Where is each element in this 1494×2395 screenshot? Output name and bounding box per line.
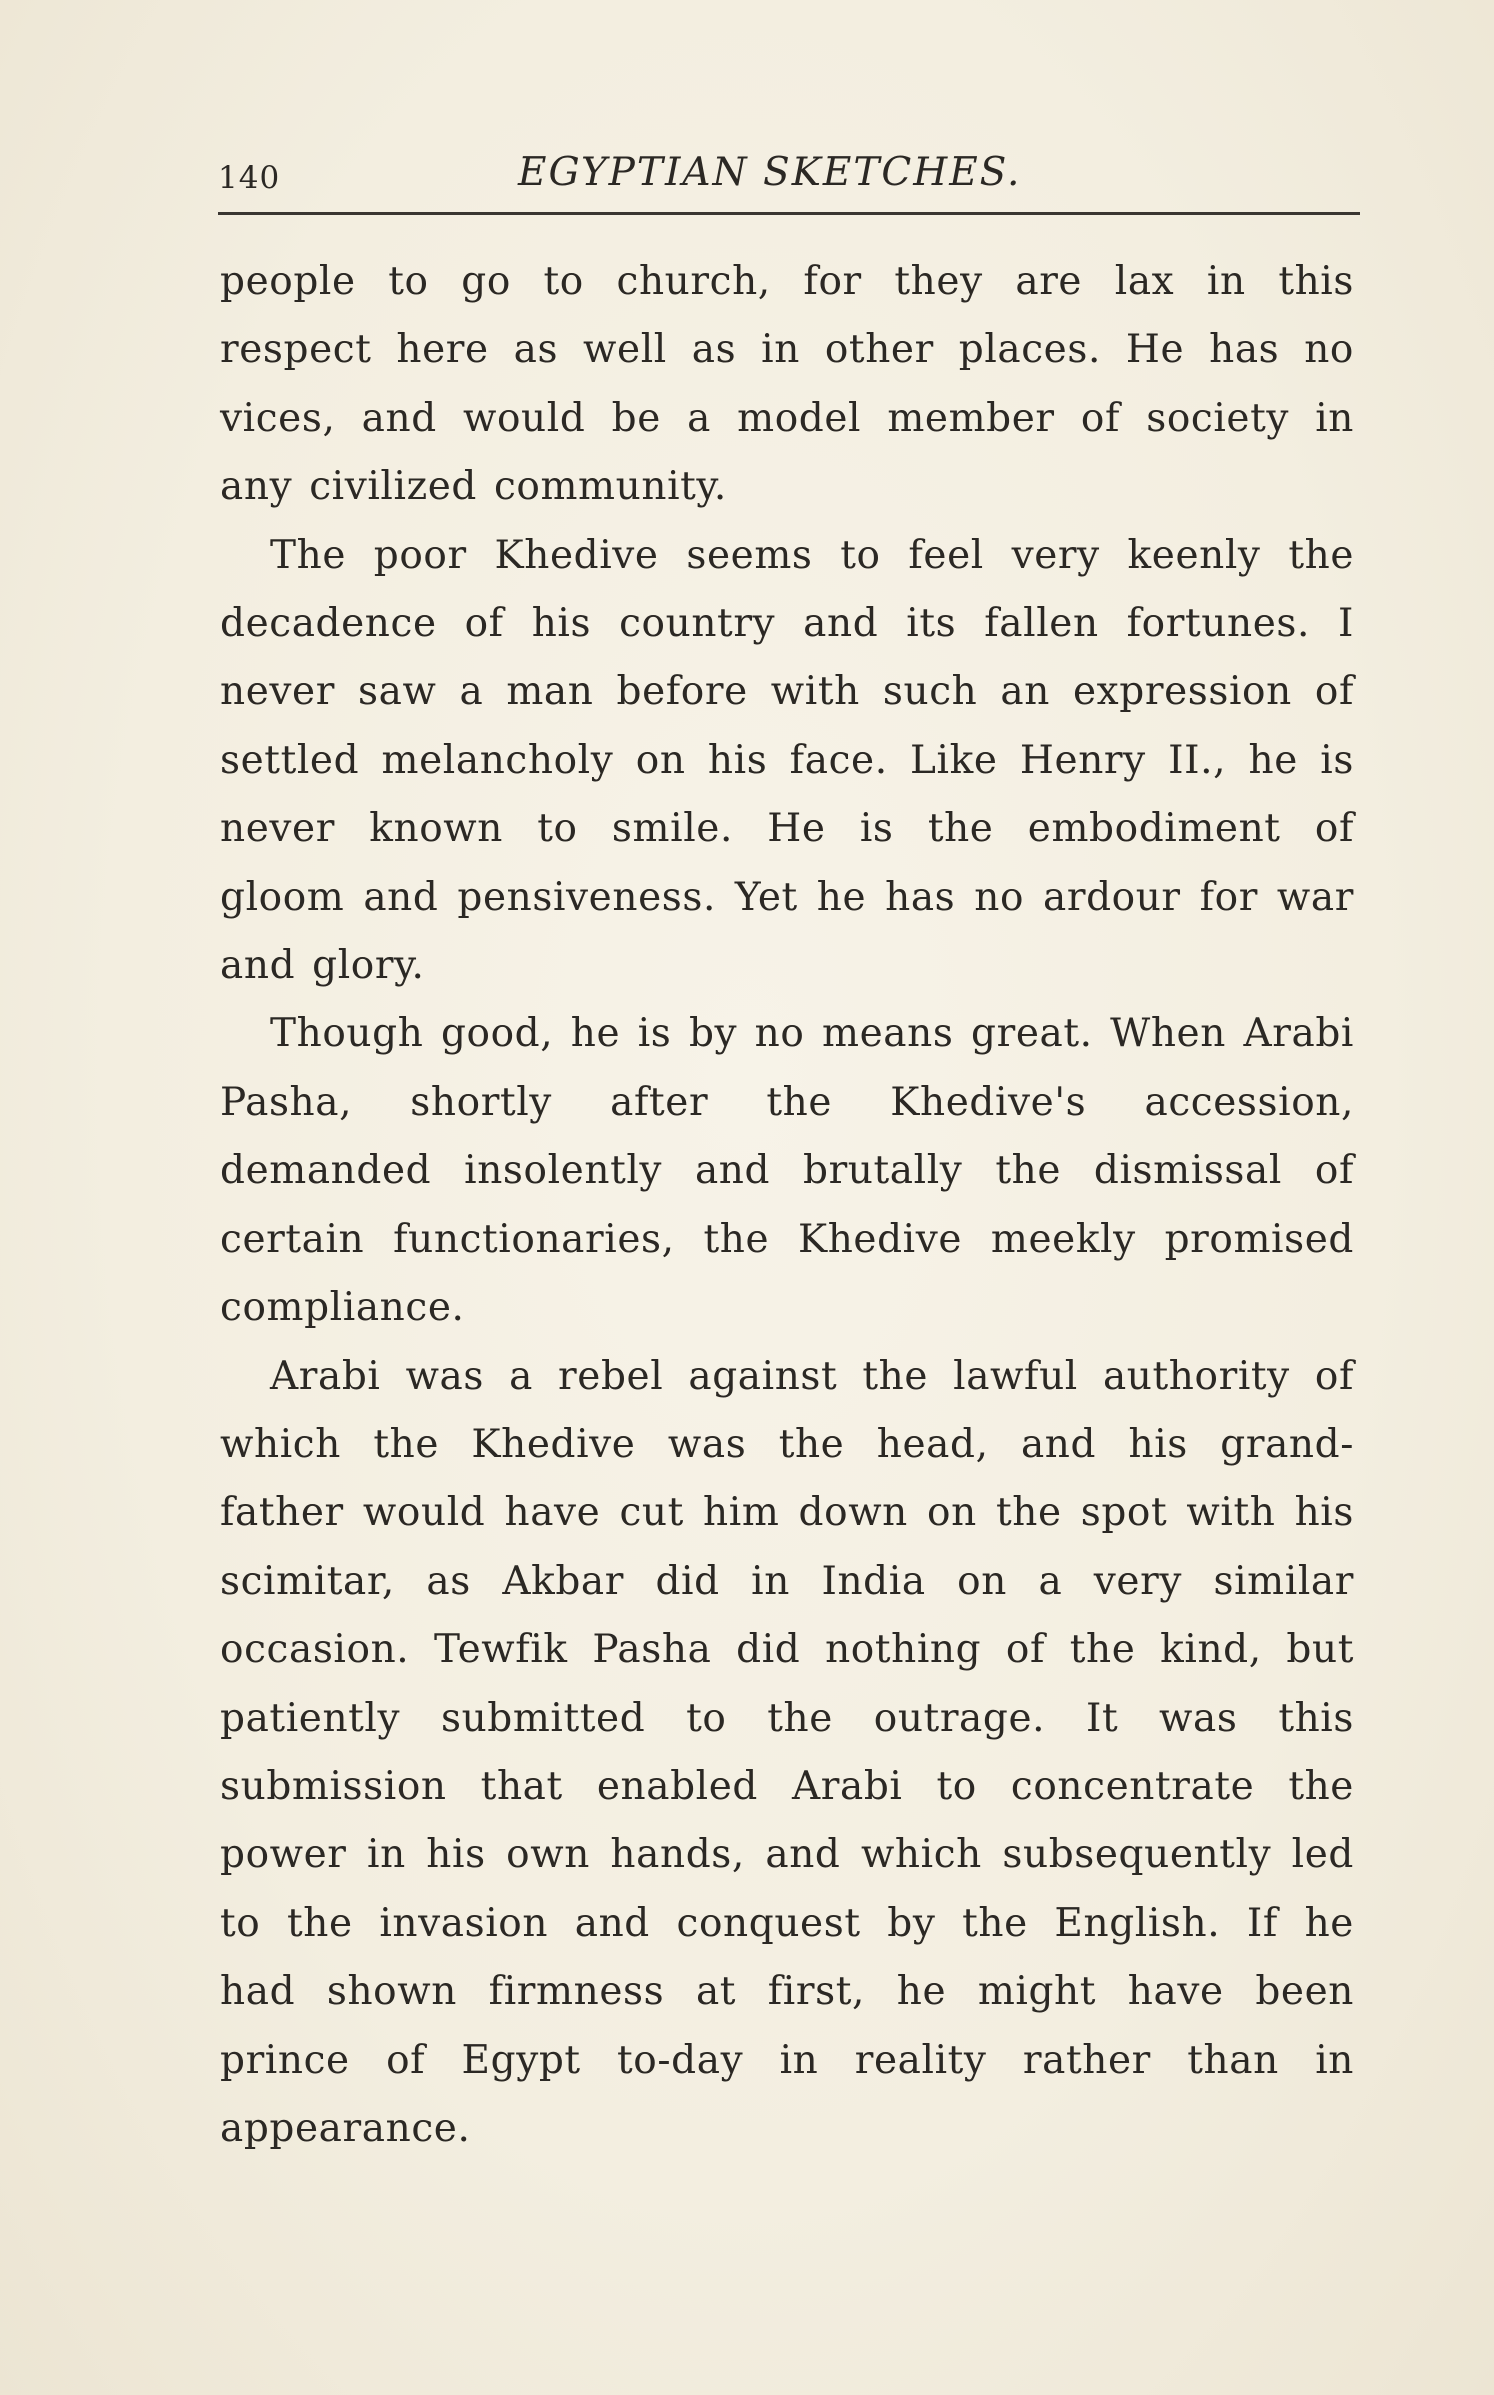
running-title: EGYPTIAN SKETCHES. [518,150,1022,195]
paragraph-continuation: people to go to church, for they are lax in this respect here as well as in other places. He has no vices, and would be a model member of society in any civilized community. [220,259,1354,510]
paragraph-arabi-rebel: Arabi was a rebel against the lawful authority of which the Khedive was the head, and his grand-father would have cut him down on the spot with his scimitar, as Akbar did in India on a very similar occasion. Tewfik Pasha did nothing of the kind, but patiently submitted to the outrage. It was this submission that enabled Arabi to concentrate the power in his own hands, and which subsequently led to the invasion and conquest by the English. If he had shown firmness at first, he might have been prince of Egypt to-day in reality rather than in appearance. [220,1353,1354,2151]
running-head [218,150,1360,204]
header-rule [218,212,1360,215]
page-number: 140 [218,160,281,196]
body-text [220,248,1354,2163]
paragraph-khedive-melancholy: The poor Khedive seems to feel very keenly the decadence of his country and its fallen fortunes. I never saw a man before with such an expression of settled melancholy on his face. Like Henry II., he is never known to smile. He is the embodiment of gloom and pensiveness. Yet he has no ardour for war and glory. [220,532,1354,989]
paragraph-arabi-demands: Though good, he is by no means great. When Arabi Pasha, shortly after the Khedive's accession, demanded insolently and brutally the dismissal of certain functionaries, the Khedive meekly promised compliance. [220,1011,1354,1331]
